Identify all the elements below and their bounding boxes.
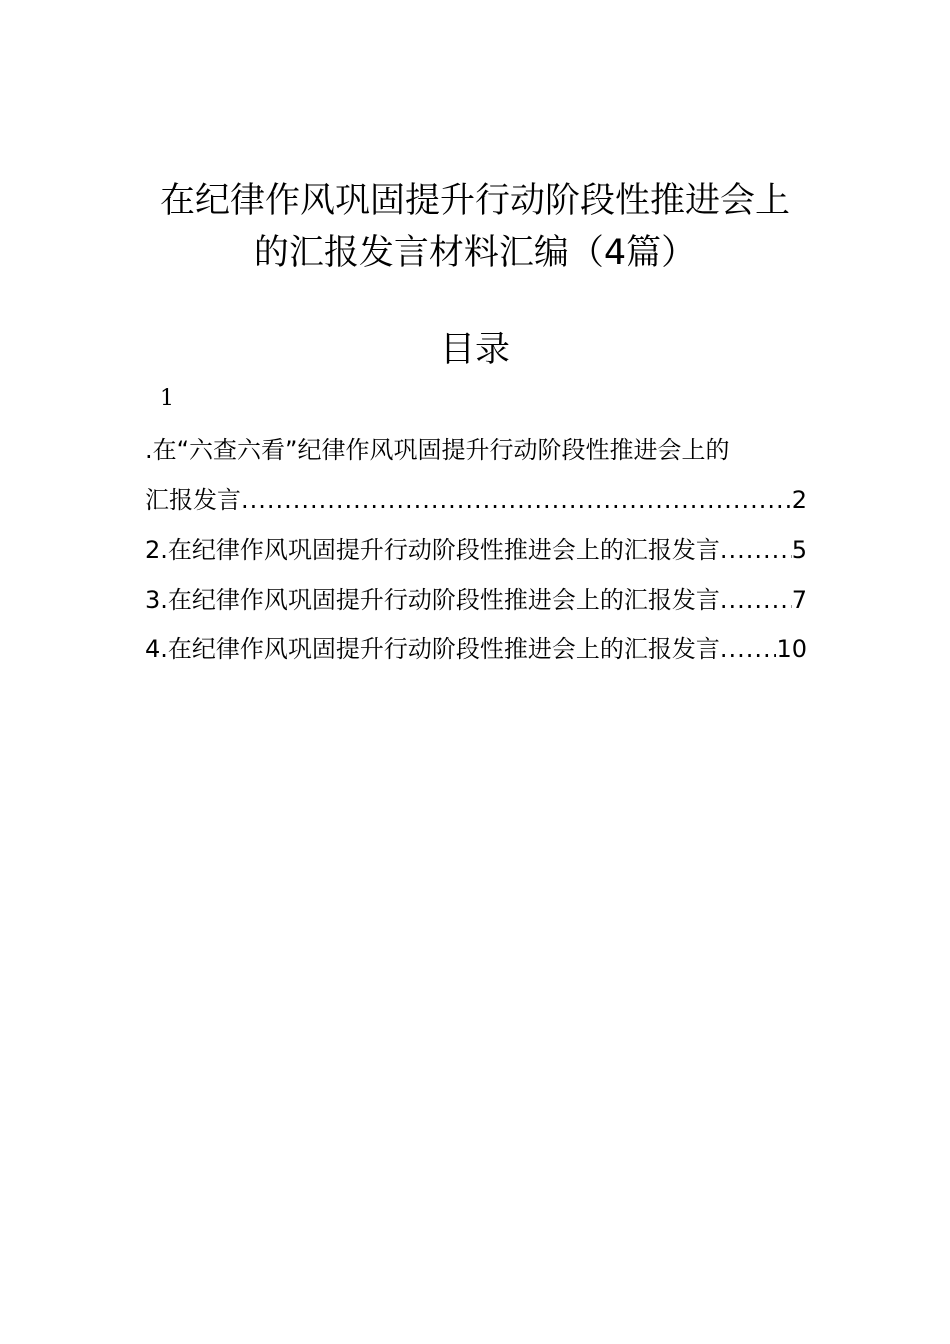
toc-entry-4-page: 10 xyxy=(776,635,807,663)
toc-dot-leader xyxy=(720,583,792,617)
toc-entry-1-label-part-2: 汇报发言 xyxy=(145,486,241,514)
toc-entry-4-label: 4.在纪律作风巩固提升行动阶段性推进会上的汇报发言 xyxy=(145,635,720,663)
toc-dot-leader xyxy=(720,533,792,567)
toc-entry-1-line-2[interactable] xyxy=(145,483,807,517)
document-title-line-2: 的汇报发言材料汇编（4篇） xyxy=(253,233,697,273)
toc-entry-1-page: 2 xyxy=(791,486,807,514)
toc-entry-1-label-part-1: .在“六查六看”纪律作风巩固提升行动阶段性推进会上的 xyxy=(145,436,730,464)
toc-entry-3[interactable] xyxy=(145,583,807,617)
toc-entry-4[interactable] xyxy=(145,632,807,666)
toc-entry-2[interactable] xyxy=(145,533,807,567)
document-title-line-1: 在纪律作风巩固提升行动阶段性推进会上 xyxy=(159,181,790,221)
toc-heading: 目录 xyxy=(439,330,510,370)
toc-entry-3-page: 7 xyxy=(791,586,807,614)
toc-entry-3-label: 3.在纪律作风巩固提升行动阶段性推进会上的汇报发言 xyxy=(145,586,720,614)
toc-entry-1-line-1[interactable] xyxy=(145,433,807,467)
toc-dot-leader xyxy=(720,632,777,666)
toc-entry-1-number: 1 xyxy=(160,386,174,411)
toc-dot-leader xyxy=(241,483,792,517)
toc-entry-2-label: 2.在纪律作风巩固提升行动阶段性推进会上的汇报发言 xyxy=(145,536,720,564)
toc-entry-2-page: 5 xyxy=(791,536,807,564)
